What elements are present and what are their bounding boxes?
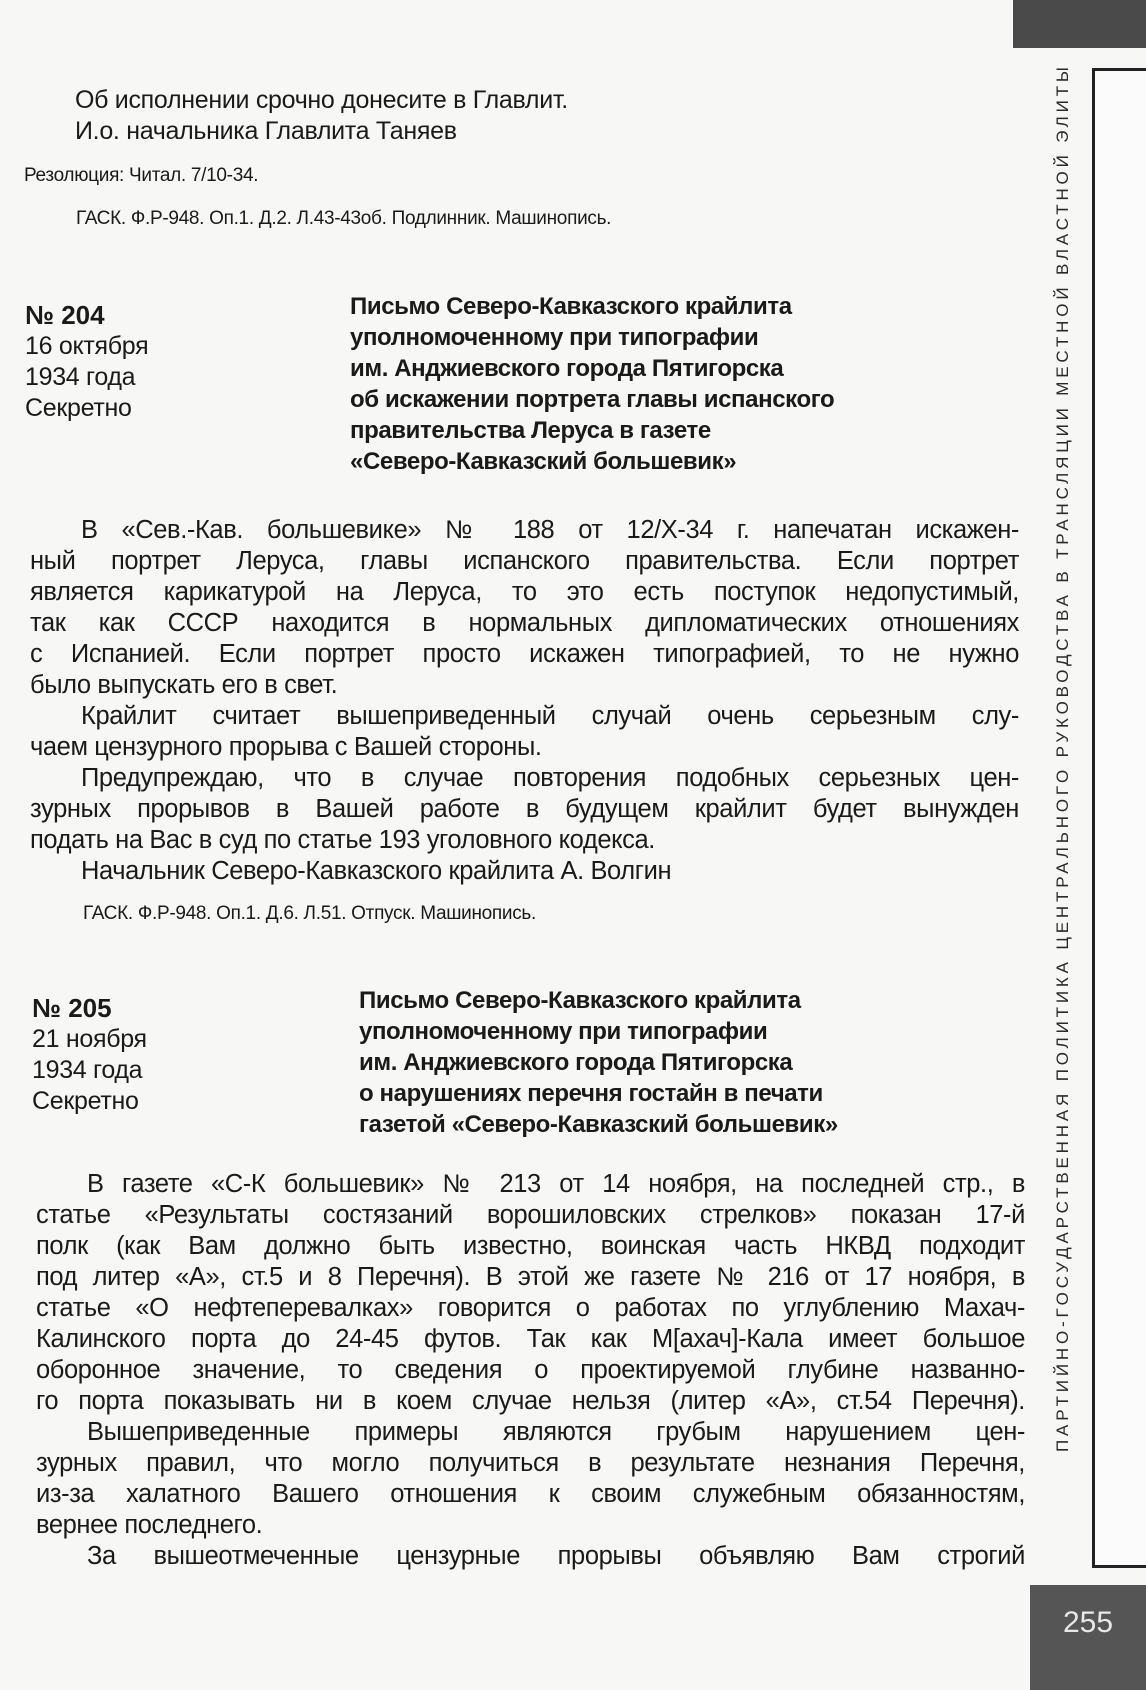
doc-204-title: [350, 291, 834, 477]
title-line: Письмо Северо-Кавказского крайлита: [359, 987, 801, 1014]
doc-classification: Секретно: [32, 1087, 139, 1115]
closing-line: Об исполнении срочно донесите в Главлит.: [75, 86, 568, 114]
body-line: с Испанией. Если портрет просто искажен типографией, то не нужно: [30, 640, 1019, 668]
title-line: «Северо-Кавказский большевик»: [350, 448, 737, 475]
doc-year: 1934 года: [32, 1056, 143, 1084]
page-edge-frame: [1092, 68, 1146, 1568]
title-line: правительства Леруса в газете: [350, 417, 711, 444]
page-number: 255: [1062, 1606, 1114, 1639]
body-line: ный портрет Леруса, главы испанского правительства. Если портрет: [30, 547, 1019, 575]
title-line: о нарушениях перечня гостайн в печати: [359, 1080, 823, 1107]
body-line: статье «О нефтеперевалках» говорится о работах по углублению Махач-: [36, 1294, 1025, 1322]
doc-205-body: [36, 1169, 1025, 1572]
body-line: оборонное значение, то сведения о проектируемой глубине названно-: [36, 1356, 1025, 1384]
body-line: подать на Вас в суд по статье 193 уголовного кодекса.: [30, 826, 655, 854]
doc-classification: Секретно: [25, 394, 132, 422]
signature-line: Начальник Северо-Кавказского крайлита А. Волгин: [81, 857, 672, 885]
body-line: полк (как Вам должно быть известно, воинская часть НКВД подходит: [36, 1232, 1025, 1260]
doc-date: 16 октября: [25, 332, 149, 360]
title-line: им. Анджиевского города Пятигорска: [350, 355, 784, 382]
doc-number: № 205: [32, 993, 112, 1023]
resolution: Резолюция: Читал. 7/10-34.: [24, 165, 259, 186]
body-line: чаем цензурного прорыва с Вашей стороны.: [30, 733, 542, 761]
doc-204-header: [25, 300, 148, 424]
title-line: газетой «Северо-Кавказский большевик»: [359, 1111, 838, 1138]
body-line: так как СССР находится в нормальных дипломатических отношениях: [30, 609, 1019, 637]
doc-205-header: [32, 993, 147, 1117]
title-line: им. Анджиевского города Пятигорска: [359, 1049, 793, 1076]
body-line: из-за халатного Вашего отношения к своим служебным обязанностям,: [36, 1480, 1025, 1508]
body-line: было выпускать его в свет.: [30, 671, 338, 699]
body-line: под литер «А», ст.5 и 8 Перечня). В этой же газете № 216 от 17 ноября, в: [36, 1263, 1025, 1291]
body-line: Калинского порта до 24-45 футов. Так как М[ахач]-Кала имеет большое: [36, 1325, 1025, 1353]
body-line: В «Сев.-Кав. большевике» № 188 от 12/Х-34 г. напечатан искажен-: [81, 516, 1019, 544]
running-header: [1046, 60, 1076, 1460]
header-tab-block: [1013, 0, 1146, 48]
body-line: го порта показывать ни в коем случае нельзя (литер «А», ст.54 Перечня).: [36, 1387, 1025, 1415]
doc-year: 1934 года: [25, 363, 136, 391]
doc-205-title: [359, 985, 838, 1140]
archive-source: ГАСК. Ф.Р-948. Оп.1. Д.6. Л.51. Отпуск. Машинопись.: [83, 903, 537, 924]
title-line: Письмо Северо-Кавказского крайлита: [350, 293, 792, 320]
body-line: Предупреждаю, что в случае повторения подобных серьезных цен-: [81, 764, 1019, 792]
body-line: зурных правил, что могло получиться в результате незнания Перечня,: [36, 1449, 1025, 1477]
title-line: об искажении портрета главы испанского: [350, 386, 835, 413]
title-line: уполномоченному при типографии: [350, 324, 759, 351]
prev-doc-closing: [75, 85, 568, 147]
doc-number: № 204: [25, 300, 105, 330]
body-line: вернее последнего.: [36, 1511, 263, 1539]
body-line: является карикатурой на Леруса, то это есть поступок недопустимый,: [30, 578, 1019, 606]
body-line: статье «Результаты состязаний ворошиловских стрелков» показан 17-й: [36, 1201, 1025, 1229]
running-header-text: ПАРТИЙНО-ГОСУДАРСТВЕННАЯ ПОЛИТИКА ЦЕНТРАЛЬНОГО РУКОВОДСТВА В ТРАНСЛЯЦИИ МЕСТНОЙ ВЛАСТНОЙ ЭЛИТЫ: [1053, 67, 1072, 1452]
body-line: Крайлит считает вышеприведенный случай очень серьезным слу-: [81, 702, 1019, 730]
closing-signature: И.о. начальника Главлита Таняев: [75, 117, 457, 145]
doc-date: 21 ноября: [32, 1025, 147, 1053]
body-line: Вышеприведенные примеры являются грубым нарушением цен-: [87, 1418, 1025, 1446]
title-line: уполномоченному при типографии: [359, 1018, 768, 1045]
body-line: За вышеотмеченные цензурные прорывы объявляю Вам строгий: [87, 1542, 1025, 1570]
archive-source: ГАСК. Ф.Р-948. Оп.1. Д.2. Л.43-43об. Подлинник. Машинопись.: [76, 208, 612, 229]
body-line: зурных прорывов в Вашей работе в будущем крайлит будет вынужден: [30, 795, 1019, 823]
doc-204-body: [30, 515, 1019, 887]
body-line: В газете «С-К большевик» № 213 от 14 ноября, на последней стр., в: [87, 1170, 1025, 1198]
